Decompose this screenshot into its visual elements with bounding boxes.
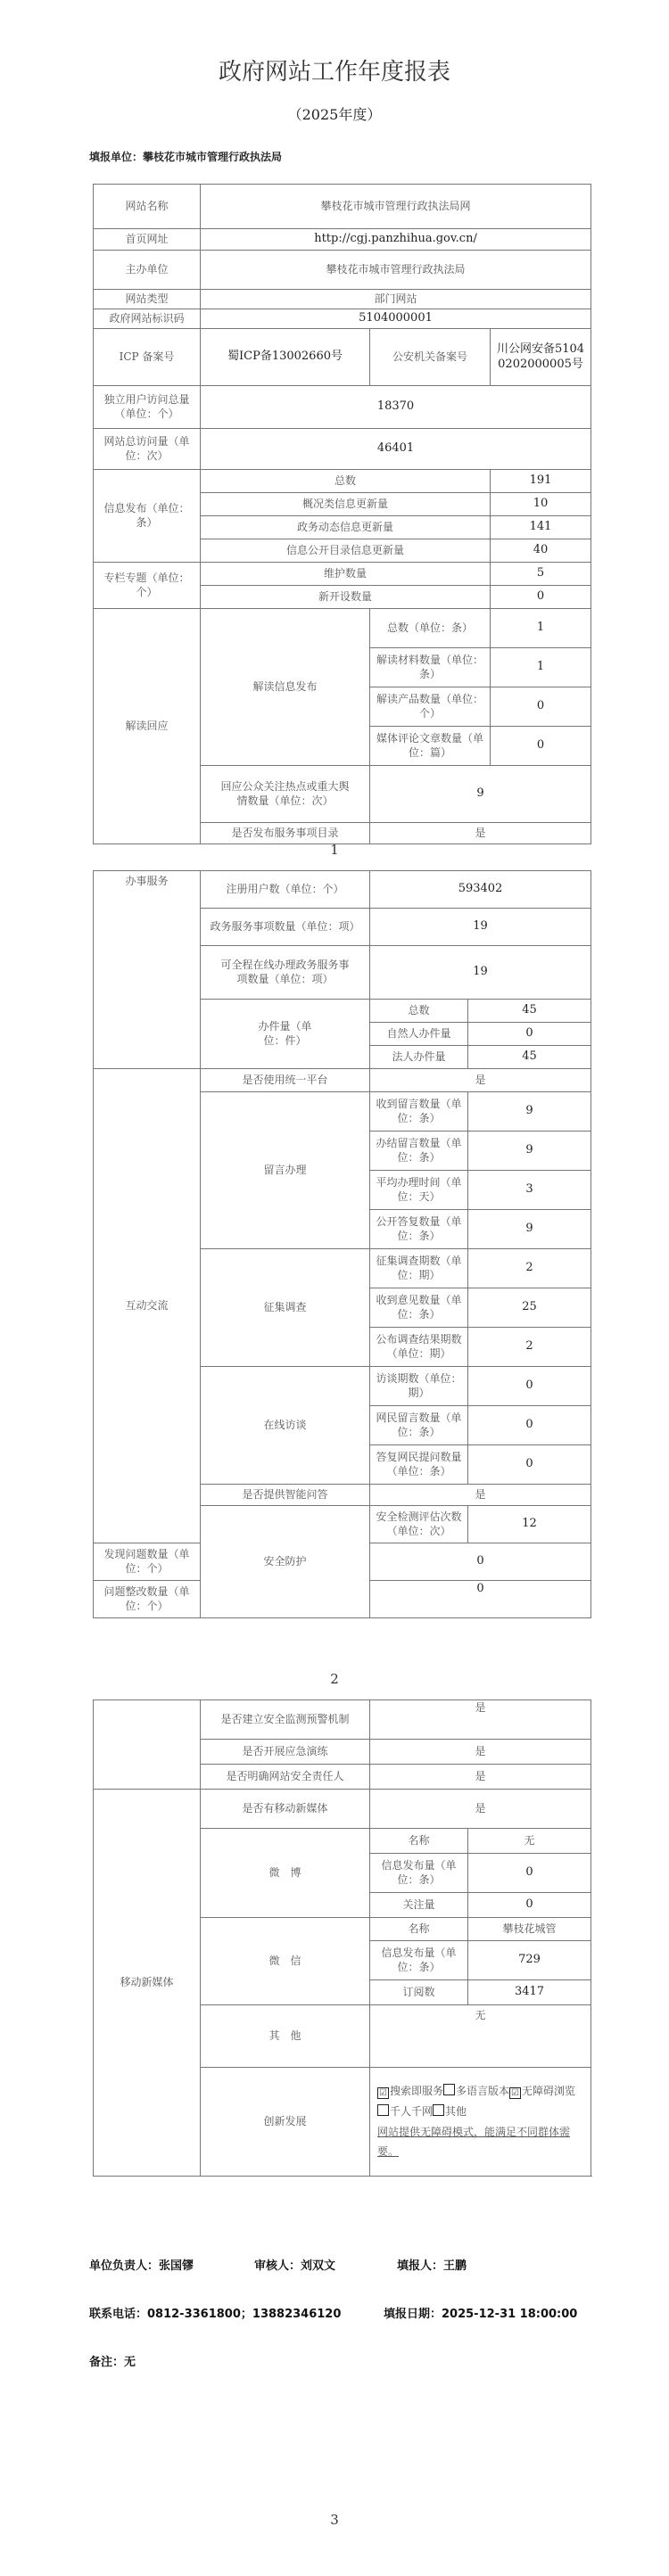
sv-count-value: 2: [468, 1249, 591, 1288]
weibo-follows-label: 关注量: [370, 1893, 468, 1918]
site-type-value: 部门网站: [201, 290, 591, 309]
wechat-subs-label: 订阅数: [370, 1980, 468, 2005]
tk-msg-value: 0: [468, 1406, 591, 1445]
tk-count-label: 访谈期数（单位：期）: [370, 1367, 468, 1406]
hotspot-value: 9: [370, 766, 591, 823]
pv-label: 网站总访问量（单位：次）: [94, 429, 201, 470]
msg-avg-label: 平均办理时间（单位：天）: [370, 1171, 468, 1210]
info-total-value: 191: [491, 470, 591, 493]
report-table-page-3: [93, 1700, 591, 2177]
tk-reply-value: 0: [468, 1445, 591, 1485]
info-catalog-label: 信息公开目录信息更新量: [201, 539, 491, 563]
tk-reply-label: 答复网民提问数量（单位：条）: [370, 1445, 468, 1485]
mobile-label: 移动新媒体: [94, 1790, 201, 2177]
reg-users-label: 注册用户数（单位：个）: [201, 871, 370, 909]
interp-product-value: 0: [491, 687, 591, 727]
weibo-name-value: 无: [468, 1829, 591, 1854]
tk-msg-label: 网民留言数量（单位：条）: [370, 1406, 468, 1445]
smart-qa-label: 是否提供智能问答: [201, 1485, 370, 1506]
service-catalog-label: 是否发布服务事项目录: [201, 823, 370, 844]
handle-natural-value: 0: [468, 1023, 591, 1046]
service-items-value: 19: [370, 909, 591, 946]
other-innovation-checkbox[interactable]: [433, 2104, 444, 2116]
sponsor-label: 主办单位: [94, 251, 201, 290]
accessibility-label: 无障碍浏览: [522, 2084, 576, 2097]
info-total-label: 总数: [201, 470, 491, 493]
topic-new-value: 0: [491, 586, 591, 609]
sec-fixed-label: 问题整改数量（单位：个）: [94, 1581, 201, 1618]
wechat-subs-value: 3417: [468, 1980, 591, 2005]
report-table-page-1: [93, 184, 591, 844]
sec-found-label: 发现问题数量（单位：个）: [94, 1543, 201, 1581]
site-name-label: 网站名称: [94, 185, 201, 229]
security-label-cont: [94, 1700, 201, 1790]
page-number-3: 3: [330, 2512, 339, 2528]
handle-total-value: 45: [468, 1000, 591, 1023]
wechat-posts-value: 729: [468, 1941, 591, 1980]
search-service-checkbox[interactable]: ☑: [377, 2087, 389, 2099]
info-overview-value: 10: [491, 493, 591, 516]
sec-drill-label: 是否开展应急演练: [201, 1740, 370, 1765]
multilang-checkbox[interactable]: [443, 2084, 455, 2095]
sec-fixed-value: 0: [370, 1581, 591, 1618]
personalized-checkbox[interactable]: [377, 2104, 389, 2116]
wechat-name-label: 名称: [370, 1918, 468, 1941]
service-items-label: 政务服务事项数量（单位：项）: [201, 909, 370, 946]
sv-count-label: 征集调查期数（单位：期）: [370, 1249, 468, 1288]
sv-result-label: 公布调查结果期数（单位：期）: [370, 1328, 468, 1367]
topic-maintain-value: 5: [491, 563, 591, 586]
handle-label: 办件量（单位：件）: [201, 1000, 370, 1069]
icp-label: ICP 备案号: [94, 329, 201, 386]
filler: 填报人：王鹏: [397, 2259, 467, 2273]
sec-drill-value: 是: [370, 1740, 591, 1765]
hotspot-label: 回应公众关注热点或重大舆情数量（单位：次）: [201, 766, 370, 823]
other-label: 其 他: [201, 2005, 370, 2068]
info-pub-label: 信息发布（单位：条）: [94, 470, 201, 563]
info-dynamic-value: 141: [491, 516, 591, 539]
uv-value: 18370: [201, 386, 591, 429]
weibo-label: 微 博: [201, 1829, 370, 1918]
police-label: 公安机关备案号: [370, 329, 491, 386]
sec-checks-label: 安全检测评估次数（单位：次）: [370, 1506, 468, 1543]
remark: 备注：无: [89, 2356, 136, 2369]
handle-total-label: 总数: [370, 1000, 468, 1023]
msg-recv-label: 收到留言数量（单位：条）: [370, 1092, 468, 1132]
service-catalog-value: 是: [370, 823, 591, 844]
page-number-1: 1: [330, 842, 339, 858]
survey-label: 征集调查: [201, 1249, 370, 1367]
wechat-name-value: 攀枝花城管: [468, 1918, 591, 1941]
info-catalog-value: 40: [491, 539, 591, 563]
site-code-value: 5104000001: [201, 309, 591, 329]
interp-media-value: 0: [491, 727, 591, 766]
accessibility-checkbox[interactable]: ☑: [509, 2087, 521, 2099]
unified-value: 是: [370, 1069, 591, 1092]
security-label: 安全防护: [201, 1506, 370, 1618]
msg-public-label: 公开答复数量（单位：条）: [370, 1210, 468, 1249]
handle-legal-label: 法人办件量: [370, 1046, 468, 1069]
page-title: 政府网站工作年度报表: [218, 59, 450, 86]
unit-leader: 单位负责人：张国镠: [89, 2259, 194, 2273]
site-type-label: 网站类型: [94, 290, 201, 309]
sv-result-value: 2: [468, 1328, 591, 1367]
msg-done-value: 9: [468, 1132, 591, 1171]
site-code-label: 政府网站标识码: [94, 309, 201, 329]
reviewer: 审核人：刘双文: [254, 2259, 336, 2273]
page-number-2: 2: [330, 1671, 339, 1687]
home-url-value[interactable]: http://cgj.panzhihua.gov.cn/: [201, 229, 591, 251]
msg-avg-value: 3: [468, 1171, 591, 1210]
reg-users-value: 593402: [370, 871, 591, 909]
mobile-has-value: 是: [370, 1790, 591, 1829]
interp-media-label: 媒体评论文章数量（单位：篇）: [370, 727, 491, 766]
search-service-label: 搜索即服务: [390, 2084, 444, 2097]
pv-value: 46401: [201, 429, 591, 470]
signatures-row: [89, 2256, 467, 2273]
reporting-unit: [89, 149, 282, 164]
weibo-posts-label: 信息发布量（单位：条）: [370, 1854, 468, 1893]
uv-label: 独立用户访问总量（单位：个）: [94, 386, 201, 429]
other-innovation-label: 其他: [445, 2104, 467, 2118]
other-value: 无: [370, 2005, 591, 2068]
multilang-label: 多语言版本: [456, 2084, 510, 2097]
wechat-posts-label: 信息发布量（单位：条）: [370, 1941, 468, 1980]
sv-recv-value: 25: [468, 1288, 591, 1328]
personalized-label: 千人千网: [390, 2104, 434, 2118]
info-overview-label: 概况类信息更新量: [201, 493, 491, 516]
interp-total-label: 总数（单位：条）: [370, 609, 491, 648]
sec-owner-label: 是否明确网站安全责任人: [201, 1765, 370, 1790]
online-items-value: 19: [370, 946, 591, 1000]
handle-legal-value: 45: [468, 1046, 591, 1069]
topic-maintain-label: 维护数量: [201, 563, 491, 586]
weibo-follows-value: 0: [468, 1893, 591, 1918]
report-table-page-2: [93, 870, 591, 1618]
office-label: 办事服务: [94, 871, 201, 1069]
info-dynamic-label: 政务动态信息更新量: [201, 516, 491, 539]
sec-monitor-label: 是否建立安全监测预警机制: [201, 1700, 370, 1740]
unified-label: 是否使用统一平台: [201, 1069, 370, 1092]
site-name-value: 攀枝花市城市管理行政执法局网: [201, 185, 591, 229]
icp-value: 蜀ICP备13002660号: [201, 329, 370, 386]
sec-owner-value: 是: [370, 1765, 591, 1790]
interp-product-label: 解读产品数量（单位：个）: [370, 687, 491, 727]
wechat-label: 微 信: [201, 1918, 370, 2005]
innovation-note: 网站提供无障碍模式，能满足不同群体需要。: [377, 2125, 571, 2159]
online-items-label: 可全程在线办理政务服务事项数量（单位：项）: [201, 946, 370, 1000]
interpret-pub-label: 解读信息发布: [201, 609, 370, 766]
sec-monitor-value: 是: [370, 1700, 591, 1740]
topic-new-label: 新开设数量: [201, 586, 491, 609]
tk-count-value: 0: [468, 1367, 591, 1406]
police-value: 川公网安备51040202000005号: [491, 329, 591, 386]
fill-date: 填报日期：2025-12-31 18:00:00: [384, 2308, 578, 2321]
weibo-posts-value: 0: [468, 1854, 591, 1893]
msg-done-label: 办结留言数量（单位：条）: [370, 1132, 468, 1171]
innovation-label: 创新发展: [201, 2068, 370, 2177]
msg-label: 留言办理: [201, 1092, 370, 1249]
sec-checks-value: 12: [468, 1506, 591, 1543]
sec-found-value: 0: [370, 1543, 591, 1581]
interact-label: 互动交流: [94, 1069, 201, 1543]
interpret-label: 解读回应: [94, 609, 201, 844]
topic-label: 专栏专题（单位：个）: [94, 563, 201, 609]
msg-public-value: 9: [468, 1210, 591, 1249]
smart-qa-value: 是: [370, 1485, 591, 1506]
interp-material-value: 1: [491, 648, 591, 687]
sponsor-value: 攀枝花市城市管理行政执法局: [201, 251, 591, 290]
innovation-options: [370, 2068, 591, 2177]
mobile-has-label: 是否有移动新媒体: [201, 1790, 370, 1829]
handle-natural-label: 自然人办件量: [370, 1023, 468, 1046]
msg-recv-value: 9: [468, 1092, 591, 1132]
contact-row: [89, 2304, 577, 2321]
home-url-label: 首页网址: [94, 229, 201, 251]
reporting-unit-label: 填报单位：: [89, 151, 144, 163]
interp-material-label: 解读材料数量（单位：条）: [370, 648, 491, 687]
interp-total-value: 1: [491, 609, 591, 648]
contact-phone: 联系电话：0812-3361800；13882346120: [89, 2308, 342, 2321]
weibo-name-label: 名称: [370, 1829, 468, 1854]
reporting-unit-name: 攀枝花市城市管理行政执法局: [143, 151, 283, 163]
talk-label: 在线访谈: [201, 1367, 370, 1485]
report-year: （2025年度）: [287, 106, 382, 123]
sv-recv-label: 收到意见数量（单位：条）: [370, 1288, 468, 1328]
